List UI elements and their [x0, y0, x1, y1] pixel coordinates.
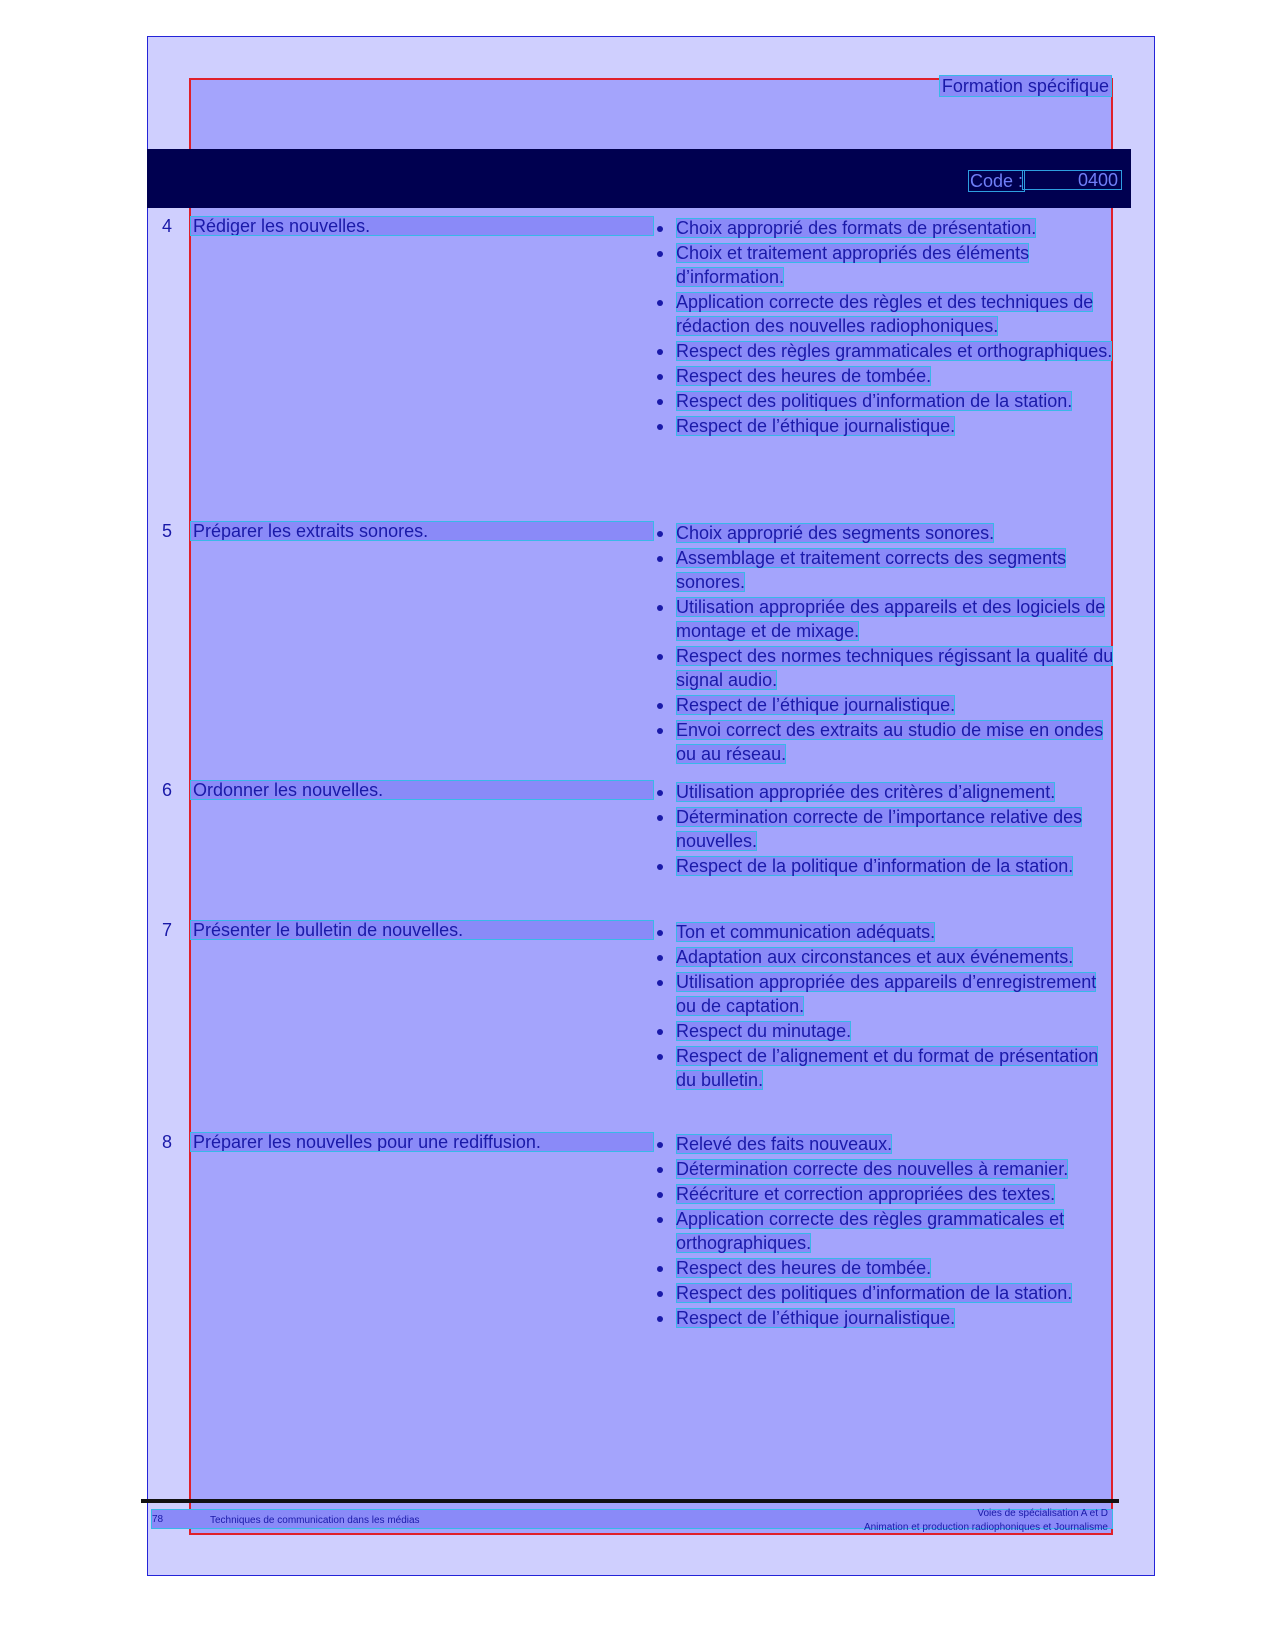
criterion-text: Choix approprié des segments sonores. [676, 523, 995, 543]
bullet-icon [657, 955, 663, 961]
bullet-icon [657, 556, 663, 562]
criterion-text: Respect de l’éthique journalistique. [676, 695, 956, 715]
bullet-icon [657, 374, 663, 380]
criterion-text: Ton et communication adéquats. [676, 922, 936, 942]
criterion-text: Respect du minutage. [676, 1021, 852, 1041]
list-item [654, 1044, 1114, 1092]
criterion-text: Application correcte des règles grammaticales et orthographiques. [676, 1209, 1065, 1253]
bullet-icon [657, 654, 663, 660]
bullet-icon [657, 1167, 663, 1173]
bullet-icon [657, 864, 663, 870]
bullet-icon [657, 728, 663, 734]
page-footer [151, 1508, 1113, 1533]
bullet-icon [657, 1029, 663, 1035]
row-number: 6 [162, 780, 173, 800]
criterion-text: Respect des normes techniques régissant la qualité du signal audio. [676, 646, 1114, 690]
criterion-text: Adaptation aux circonstances et aux événements. [676, 947, 1074, 967]
criterion-text: Respect de l’éthique journalistique. [676, 416, 956, 436]
criteria-list [654, 1132, 1114, 1331]
criterion-text: Respect de l’éthique journalistique. [676, 1308, 956, 1328]
criterion-text: Détermination correcte de l’importance relative des nouvelles. [676, 807, 1083, 851]
code-label: Code : [970, 171, 1024, 191]
list-item [654, 595, 1114, 643]
criterion-text: Utilisation appropriée des critères d’alignement. [676, 782, 1056, 802]
footer-program-title: Techniques de communication dans les médias [210, 1515, 420, 1526]
criterion-text: Assemblage et traitement corrects des segments sonores. [676, 548, 1067, 592]
list-item [654, 1132, 1114, 1156]
criterion-text: Détermination correcte des nouvelles à remanier. [676, 1159, 1069, 1179]
list-item [654, 805, 1114, 853]
code-value: 0400 [1078, 170, 1119, 190]
bullet-icon [657, 930, 663, 936]
footer-specialization-detail: Animation et production radiophoniques et Journalisme [863, 1522, 1108, 1533]
list-item [654, 290, 1114, 338]
list-item [654, 521, 1114, 545]
list-item [654, 389, 1114, 413]
list-item [654, 1182, 1114, 1206]
criterion-text: Respect des heures de tombée. [676, 366, 932, 386]
criterion-text: Respect des heures de tombée. [676, 1258, 932, 1278]
bullet-icon [657, 349, 663, 355]
criteria-list [654, 780, 1114, 879]
bullet-icon [657, 399, 663, 405]
criterion-text: Respect des politiques d’information de la station. [676, 1283, 1073, 1303]
bullet-icon [657, 1316, 663, 1322]
bullet-icon [657, 531, 663, 537]
bullet-icon [657, 790, 663, 796]
list-item [654, 414, 1114, 438]
list-item [654, 644, 1114, 692]
bullet-icon [657, 424, 663, 430]
footer-rule [141, 1499, 1119, 1503]
criterion-text: Respect de l’alignement et du format de présentation du bulletin. [676, 1046, 1099, 1090]
criterion-text: Respect des politiques d’information de la station. [676, 391, 1073, 411]
criterion-text: Respect des règles grammaticales et orthographiques. [676, 341, 1113, 361]
criterion-text: Application correcte des règles et des techniques de rédaction des nouvelles radiophoniques. [676, 292, 1094, 336]
row-number: 4 [162, 216, 173, 236]
bullet-icon [657, 1291, 663, 1297]
task-label: Rédiger les nouvelles. [190, 216, 654, 236]
criterion-text: Utilisation appropriée des appareils et des logiciels de montage et de mixage. [676, 597, 1106, 641]
list-item [654, 339, 1114, 363]
criterion-text: Choix approprié des formats de présentation. [676, 218, 1037, 238]
bullet-icon [657, 1192, 663, 1198]
list-item [654, 945, 1114, 969]
bullet-icon [657, 980, 663, 986]
list-item [654, 546, 1114, 594]
task-label: Préparer les extraits sonores. [190, 521, 654, 541]
criterion-text: Choix et traitement appropriés des éléments d’information. [676, 243, 1030, 287]
bullet-icon [657, 1054, 663, 1060]
task-label: Présenter le bulletin de nouvelles. [190, 920, 654, 940]
list-item [654, 1019, 1114, 1043]
criteria-list [654, 920, 1114, 1093]
list-item [654, 693, 1114, 717]
list-item [654, 216, 1114, 240]
criterion-text: Envoi correct des extraits au studio de mise en ondes ou au réseau. [676, 720, 1104, 764]
criteria-list [654, 521, 1114, 767]
bullet-icon [657, 1142, 663, 1148]
list-item [654, 970, 1114, 1018]
criterion-text: Respect de la politique d’information de la station. [676, 856, 1074, 876]
list-item [654, 1157, 1114, 1181]
page-header-title: Formation spécifique [939, 75, 1112, 97]
row-number: 8 [162, 1132, 173, 1152]
row-number: 7 [162, 920, 173, 940]
bullet-icon [657, 815, 663, 821]
list-item [654, 1306, 1114, 1330]
list-item [654, 780, 1114, 804]
list-item [654, 364, 1114, 388]
footer-specialization: Voies de spécialisation A et D [977, 1508, 1108, 1519]
list-item [654, 854, 1114, 878]
list-item [654, 241, 1114, 289]
list-item [654, 1281, 1114, 1305]
criterion-text: Utilisation appropriée des appareils d’enregistrement ou de captation. [676, 972, 1097, 1016]
criterion-text: Réécriture et correction appropriées des textes. [676, 1184, 1056, 1204]
bullet-icon [657, 605, 663, 611]
bullet-icon [657, 251, 663, 257]
page-number: 78 [152, 1514, 164, 1525]
list-item [654, 1256, 1114, 1280]
bullet-icon [657, 703, 663, 709]
bullet-icon [657, 226, 663, 232]
row-number: 5 [162, 521, 173, 541]
bullet-icon [657, 300, 663, 306]
task-label: Préparer les nouvelles pour une rediffusion. [190, 1132, 654, 1152]
list-item [654, 718, 1114, 766]
criteria-list [654, 216, 1114, 439]
task-label: Ordonner les nouvelles. [190, 780, 654, 800]
list-item [654, 1207, 1114, 1255]
bullet-icon [657, 1217, 663, 1223]
list-item [654, 920, 1114, 944]
bullet-icon [657, 1266, 663, 1272]
criterion-text: Relevé des faits nouveaux. [676, 1134, 893, 1154]
